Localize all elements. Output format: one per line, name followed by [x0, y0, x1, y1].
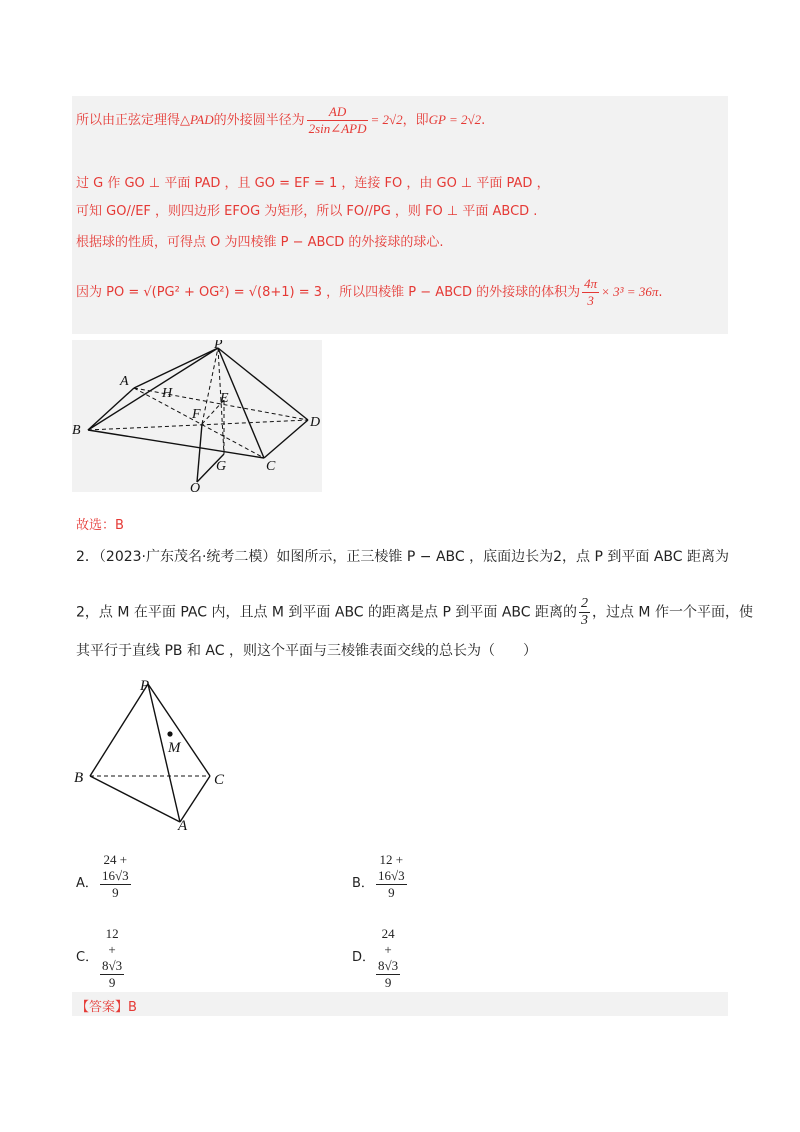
- denominator: 3: [580, 613, 588, 628]
- option-label: B．: [352, 876, 374, 891]
- numerator: 2: [580, 596, 588, 611]
- solution-line-1: [76, 104, 485, 137]
- label-c: C: [214, 772, 225, 788]
- text: ，即: [402, 113, 429, 128]
- option-fraction: [100, 852, 131, 901]
- label-e: E: [220, 391, 229, 406]
- pyramid-figure-1: [72, 340, 322, 492]
- label-b: B: [72, 423, 81, 438]
- label-c: C: [266, 459, 276, 474]
- solution-line-2: 过 G 作 GO ⊥ 平面 PAD ，且 GO = EF = 1 ，连接 FO ，由 GO ⊥ 平面 PAD ，: [76, 176, 550, 191]
- math: △PAD: [180, 112, 214, 127]
- denominator: 9: [112, 885, 119, 900]
- denominator: 9: [388, 885, 395, 900]
- math: = 2√2: [370, 112, 403, 127]
- numerator: 24 + 16√3: [102, 852, 129, 883]
- option-fraction: [100, 926, 124, 991]
- solution-line-5: [76, 276, 662, 309]
- option-label: D．: [352, 950, 376, 965]
- option-fraction: [376, 926, 400, 991]
- question-line-3: 其平行于直线 PB 和 AC ，则这个平面与三棱锥表面交线的总长为（ ）: [76, 643, 537, 659]
- pick-answer: 故选：B: [76, 518, 124, 533]
- numerator: 24 + 8√3: [378, 926, 399, 973]
- answer-text: 【答案】B: [76, 1000, 137, 1015]
- label-f: F: [192, 407, 201, 422]
- numerator: 12 + 16√3: [378, 852, 405, 883]
- denominator: 9: [384, 975, 392, 990]
- text: ，过点 M 作一个平面，使: [591, 604, 753, 621]
- question-line-1: 2．（2023·广东茂名·统考二模）如图所示，正三棱锥 P − ABC ，底面边长为2，点 P 到平面 ABC 距离为: [76, 549, 729, 565]
- text: .: [658, 285, 663, 300]
- fraction: [579, 596, 590, 629]
- answer-block: [72, 992, 728, 1016]
- pyramid-diagram-1: [72, 340, 322, 492]
- option-label: A．: [76, 876, 98, 891]
- label-p: P: [140, 678, 150, 694]
- label-b: B: [74, 770, 84, 786]
- text: 所以由正弦定理得: [76, 113, 181, 128]
- question-line-2: [76, 596, 753, 629]
- solution-line-3: 可知 GO//EF ，则四边形 EFOG 为矩形，所以 FO//PG ，则 FO ⊥ 平面 ABCD .: [76, 204, 538, 219]
- fraction: [582, 276, 599, 309]
- denominator: 9: [108, 975, 116, 990]
- pyramid-diagram-2: [72, 672, 242, 832]
- label-g: G: [216, 459, 227, 474]
- math: GP = 2√2: [428, 112, 482, 127]
- label-p: P: [214, 340, 223, 352]
- text: 的外接圆半径为: [213, 113, 305, 128]
- fraction: [307, 104, 369, 137]
- denominator: 3: [587, 293, 594, 308]
- label-a: A: [120, 374, 129, 389]
- text: 2，点 M 在平面 PAC 内，且点 M 到平面 ABC 的距离是点 P 到平面 ABC 距离的: [76, 604, 577, 621]
- solution-line-4: 根据球的性质，可得点 O 为四棱锥 P − ABCD 的外接球的球心.: [76, 235, 444, 250]
- option-label: C．: [76, 950, 99, 965]
- label-o: O: [190, 481, 201, 492]
- text: 因为 PO = √(PG² + OG²) = √(8+1) = 3 ，所以四棱锥 P − ABCD 的外接球的体积为: [76, 285, 581, 300]
- text: .: [481, 113, 486, 128]
- math: × 3³ = 36π: [601, 284, 659, 299]
- pyramid-figure-2: [72, 672, 242, 832]
- label-a: A: [178, 818, 188, 832]
- option-fraction: [376, 852, 407, 901]
- label-h: H: [162, 386, 173, 401]
- numerator: 12 + 8√3: [102, 926, 123, 973]
- denominator: 2sin∠APD: [308, 121, 367, 136]
- label-d: D: [310, 415, 321, 430]
- numerator: AD: [307, 104, 369, 121]
- label-m: M: [168, 740, 181, 756]
- numerator: 4π: [584, 276, 598, 291]
